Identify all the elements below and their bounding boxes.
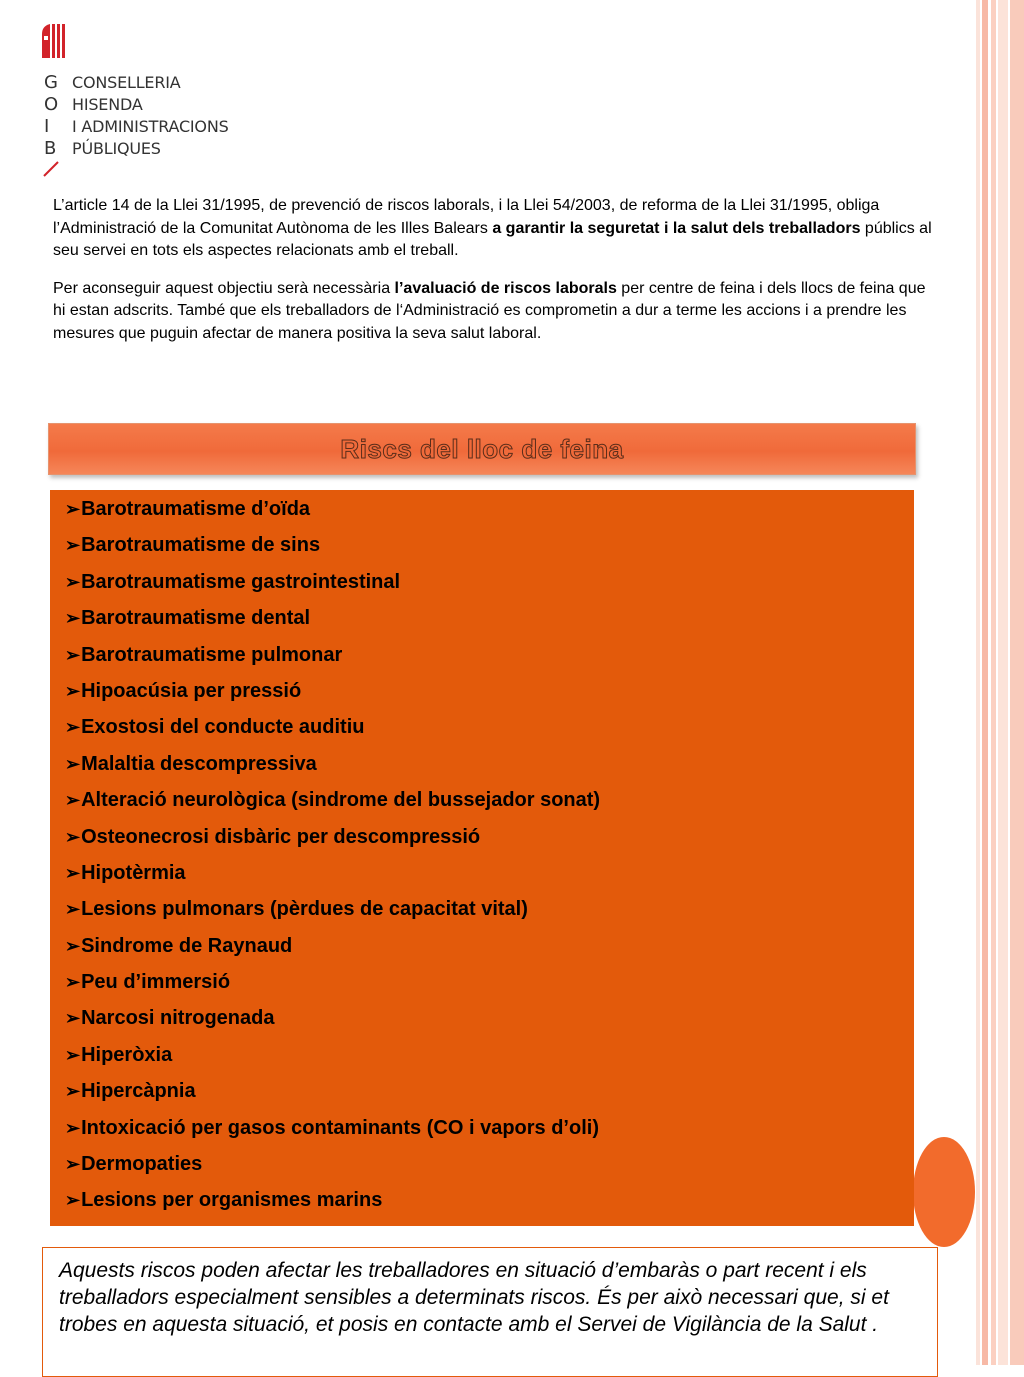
risk-label: Hipercàpnia [81, 1080, 196, 1103]
logo-letters [44, 72, 58, 160]
logo-letter: I [44, 116, 50, 137]
logo-letter: B [44, 138, 57, 159]
risk-list-item [65, 532, 914, 568]
risk-label: Lesions pulmonars (pèrdues de capacitat vital) [81, 898, 528, 921]
risk-list-item [65, 751, 914, 787]
risk-list-item [65, 496, 914, 532]
risk-list-item [65, 714, 914, 750]
risk-label: Osteonecrosi disbàric per descompressió [81, 825, 481, 848]
risk-list-item [65, 642, 914, 678]
logo-line: PÚBLIQUES [72, 139, 161, 158]
risk-label: Peu d’immersió [81, 971, 231, 994]
risk-list-item [65, 1115, 914, 1151]
arrow-bullet-icon: ➢ [65, 535, 81, 556]
note-box [42, 1247, 938, 1377]
arrow-bullet-icon: ➢ [65, 935, 81, 956]
risk-list-item [65, 1151, 914, 1187]
note-text: Aquests riscos poden afectar les treballadores en situació d’embaràs o part recent i els treballadors especialment sensibles a determinats riscos. És per això necessari que, si et trobes en aquesta situació, et posis en contacte amb el Servei de Vigilància de la Salut . [59, 1259, 889, 1337]
risk-label: Hipotèrmia [81, 861, 186, 884]
risk-list-item [65, 569, 914, 605]
risks-header [48, 423, 916, 475]
decorative-orange-circle [913, 1137, 975, 1247]
risk-list-item [65, 896, 914, 932]
risk-label: Barotraumatisme de sins [81, 534, 321, 557]
risk-list-item [65, 969, 914, 1005]
risk-label: Exostosi del conducte auditiu [81, 716, 365, 739]
risk-label: Barotraumatisme dental [81, 607, 311, 630]
risk-list-item [65, 860, 914, 896]
risk-label: Narcosi nitrogenada [81, 1007, 275, 1030]
arrow-bullet-icon: ➢ [65, 899, 81, 920]
risk-list-item [65, 1078, 914, 1114]
risks-list [50, 490, 914, 1224]
arrow-bullet-icon: ➢ [65, 644, 81, 665]
balearic-flag-icon [38, 22, 68, 60]
risk-label: Barotraumatisme gastrointestinal [81, 570, 401, 593]
arrow-bullet-icon: ➢ [65, 1117, 81, 1138]
arrow-bullet-icon: ➢ [65, 1190, 81, 1211]
risk-label: Barotraumatisme pulmonar [81, 643, 343, 666]
risk-list-item [65, 1042, 914, 1078]
intro-paragraph-2: Per aconseguir aquest objectiu serà necessària l’avaluació de riscos laborals per centre de feina i dels llocs de feina que hi estan adscrits. També que els treballadors de l‘Administració es comprometin a dur a terme les accions i a prendre les mesures que puguin afectar de manera positiva la seva salut laboral. [53, 279, 926, 342]
logo-letter: G [44, 72, 58, 93]
emphasis: l’avaluació de riscos laborals [394, 279, 617, 297]
arrow-bullet-icon: ➢ [65, 1154, 81, 1175]
arrow-bullet-icon: ➢ [65, 1081, 81, 1102]
risk-list-item [65, 678, 914, 714]
risk-list-item [65, 933, 914, 969]
risk-label: Hiperòxia [81, 1043, 173, 1066]
logo-line: CONSELLERIA [72, 73, 181, 92]
arrow-bullet-icon: ➢ [65, 1008, 81, 1029]
risk-label: Alteració neurològica (sindrome del bussejador sonat) [81, 789, 601, 812]
arrow-bullet-icon: ➢ [65, 680, 81, 701]
emphasis: a garantir la seguretat i la salut dels treballadors [492, 219, 861, 237]
risk-list-item [65, 1187, 914, 1223]
logo-letter: O [44, 94, 59, 115]
risks-list-box [50, 490, 914, 1226]
risk-list-item [65, 1005, 914, 1041]
intro-text [53, 195, 933, 361]
arrow-bullet-icon: ➢ [65, 608, 81, 629]
arrow-bullet-icon: ➢ [65, 499, 81, 519]
arrow-bullet-icon: ➢ [65, 790, 81, 811]
intro-paragraph-1: L’article 14 de la Llei 31/1995, de prevenció de riscos laborals, i la Llei 54/2003, de reforma de la Llei 31/1995, obliga l’Administració de la Comunitat Autònoma de les Illes Balears a garantir la seguretat i la salut dels treballadors públics al seu servei en tots els aspectes relacionats amb el treball. [53, 197, 932, 260]
arrow-bullet-icon: ➢ [65, 1044, 81, 1065]
arrow-bullet-icon: ➢ [65, 571, 81, 592]
risk-label: Barotraumatisme d’oïda [81, 498, 311, 520]
risk-list-item [65, 787, 914, 823]
risk-label: Sindrome de Raynaud [81, 934, 293, 957]
risk-label: Lesions per organismes marins [81, 1189, 383, 1212]
arrow-bullet-icon: ➢ [65, 717, 81, 738]
logo-line: HISENDA [72, 95, 143, 114]
logo-department-name [72, 72, 229, 160]
decorative-right-stripes [976, 0, 1024, 1365]
risks-title: Riscs del lloc de feina [340, 433, 624, 464]
logo-line: I ADMINISTRACIONS [72, 117, 229, 136]
risk-list-item [65, 605, 914, 641]
risk-label: Malaltia descompressiva [81, 752, 317, 775]
risk-list-item [65, 824, 914, 860]
risk-label: Dermopaties [81, 1153, 203, 1176]
arrow-bullet-icon: ➢ [65, 862, 81, 883]
risk-label: Intoxicació per gasos contaminants (CO i vapors d’oli) [81, 1116, 599, 1139]
arrow-bullet-icon: ➢ [65, 753, 81, 774]
arrow-bullet-icon: ➢ [65, 826, 81, 847]
goib-logo [38, 22, 268, 182]
arrow-bullet-icon: ➢ [65, 972, 81, 993]
logo-slash-icon [40, 158, 62, 180]
risk-label: Hipoacúsia per pressió [81, 679, 302, 702]
